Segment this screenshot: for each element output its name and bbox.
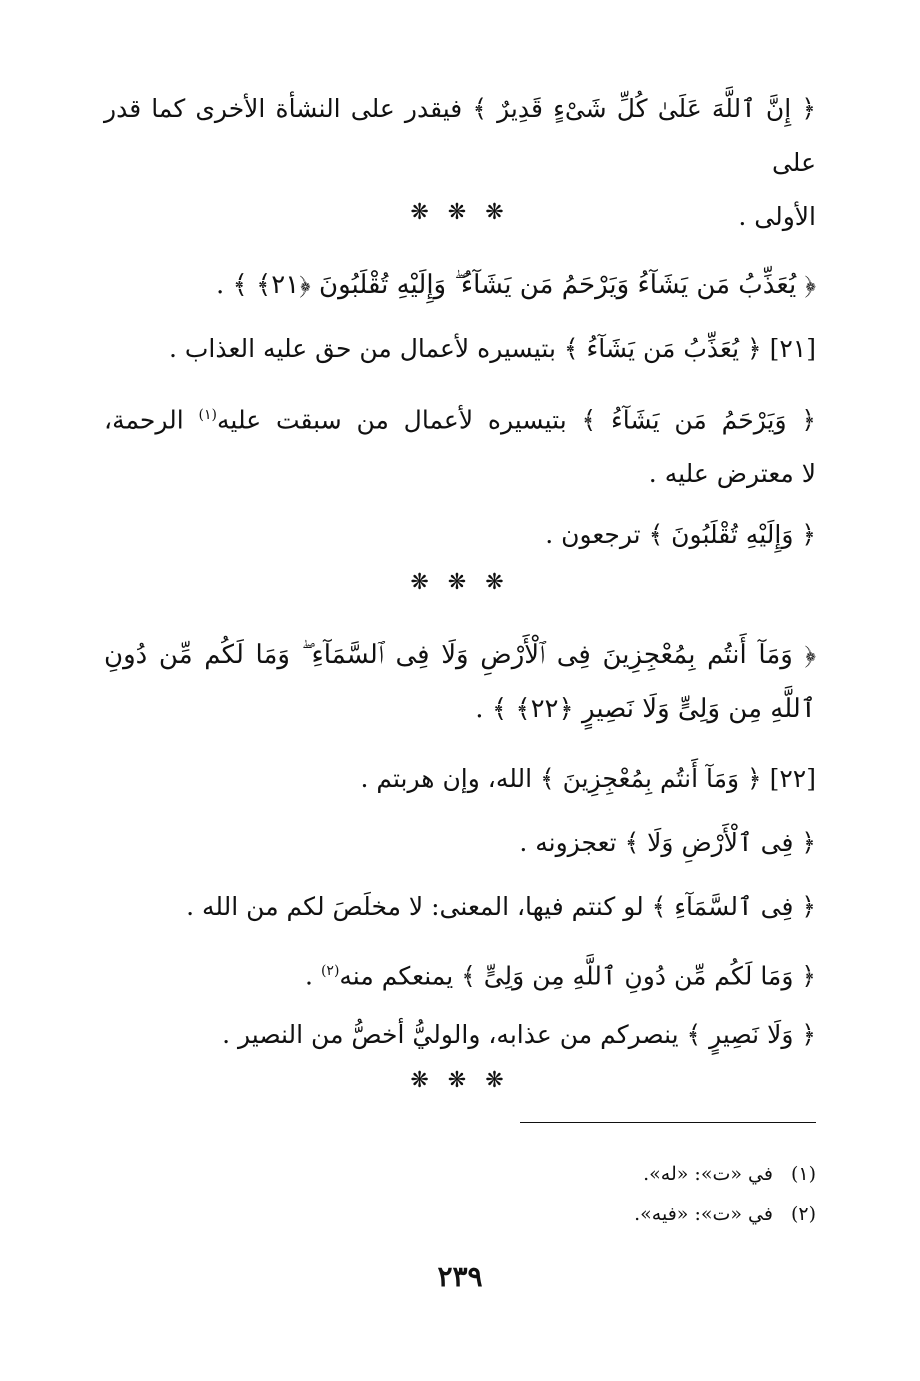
text-line: ﴿ وَلَا نَصِيرٍ ﴾ ينصركم من عذابه، والوليُّ أخصُّ من النصير .	[222, 1020, 816, 1049]
verse-line: ﴿ وَمَآ أَنتُم بِمُعْجِزِينَ فِى ٱلْأَرْضِ وَلَا فِى ٱلسَّمَآءِ ۖ وَمَا لَكُم مِّن دُونِ	[104, 640, 816, 670]
section-separator: ❋ ❋ ❋	[410, 200, 510, 225]
tafsir-22-b	[104, 816, 816, 870]
text-line: لا معترض عليه .	[648, 459, 816, 489]
tafsir-22-d	[104, 944, 816, 1003]
page-number: ٢٣٩	[437, 1260, 483, 1293]
text-line: الأولى .	[738, 202, 816, 231]
tafsir-22-c	[104, 880, 816, 934]
text-line: ﴿ فِى ٱلسَّمَآءِ ﴾ لو كنتم فيها، المعنى: لا مخلَصَ لكم من الله .	[186, 892, 816, 921]
footnote-number: (٢)	[790, 1203, 816, 1225]
text-line	[104, 944, 816, 1003]
footnote-1	[634, 1154, 816, 1194]
footnote-ref-1[interactable]: (١)	[198, 407, 218, 423]
text-line: ﴿ فِى ٱلْأَرْضِ وَلَا ﴾ تعجزونه .	[519, 828, 816, 857]
tafsir-22-a	[104, 752, 816, 806]
text-line: [٢٢] ﴿ وَمَآ أَنتُم بِمُعْجِزِينَ ﴾ الله، وإن هربتم .	[360, 764, 816, 793]
footnote-text: في «ت»: «له».	[643, 1163, 773, 1185]
footnote-number: (١)	[790, 1163, 816, 1185]
footnotes	[634, 1154, 816, 1234]
tafsir-21-b	[104, 388, 816, 501]
section-separator: ❋ ❋ ❋	[410, 570, 510, 595]
text-span: الرحمة،	[104, 405, 199, 435]
verse-line: ٱللَّهِ مِن وَلِىٍّ وَلَا نَصِيرٍ ﴿٢٢﴾ ﴾ .	[475, 694, 816, 724]
footnote-ref-2[interactable]: (٢)	[320, 963, 340, 979]
text-line: ﴿ وَإِلَيْهِ تُقْلَبُونَ ﴾ ترجعون .	[545, 520, 816, 549]
section-separator: ❋ ❋ ❋	[410, 1068, 510, 1093]
text-line: [٢١] ﴿ يُعَذِّبُ مَن يَشَآءُ ﴾ بتيسيره لأعمال من حق عليه العذاب .	[168, 334, 816, 363]
text-span: ﴿ وَمَا لَكُم مِّن دُونِ ٱللَّهِ مِن وَلِىٍّ ﴾ يمنعكم منه	[339, 961, 816, 991]
tafsir-22-e	[104, 1008, 816, 1062]
text-line: ﴿ إِنَّ ٱللَّهَ عَلَىٰ كُلِّ شَىْءٍ قَدِيرٌ ﴾ فيقدر على النشأة الأخرى كما قدر على	[104, 94, 816, 177]
footnote-text: في «ت»: «فيه».	[634, 1203, 773, 1225]
text-line	[104, 388, 816, 447]
footnote-2	[634, 1194, 816, 1234]
text-span: ﴿ وَيَرْحَمُ مَن يَشَآءُ ﴾ بتيسيره لأعمال من سبقت عليه	[217, 405, 816, 435]
footnote-divider	[520, 1122, 816, 1123]
tafsir-21-a	[104, 322, 816, 376]
tafsir-21-c	[104, 508, 816, 562]
text-span: .	[305, 961, 321, 991]
quran-verse-22	[104, 628, 816, 736]
verse-line: ﴿ يُعَذِّبُ مَن يَشَآءُ وَيَرْحَمُ مَن يَشَآءُ ۖ وَإِلَيْهِ تُقْلَبُونَ ﴿٢١﴾ ﴾ .	[216, 270, 816, 300]
quran-verse-21	[104, 258, 816, 312]
